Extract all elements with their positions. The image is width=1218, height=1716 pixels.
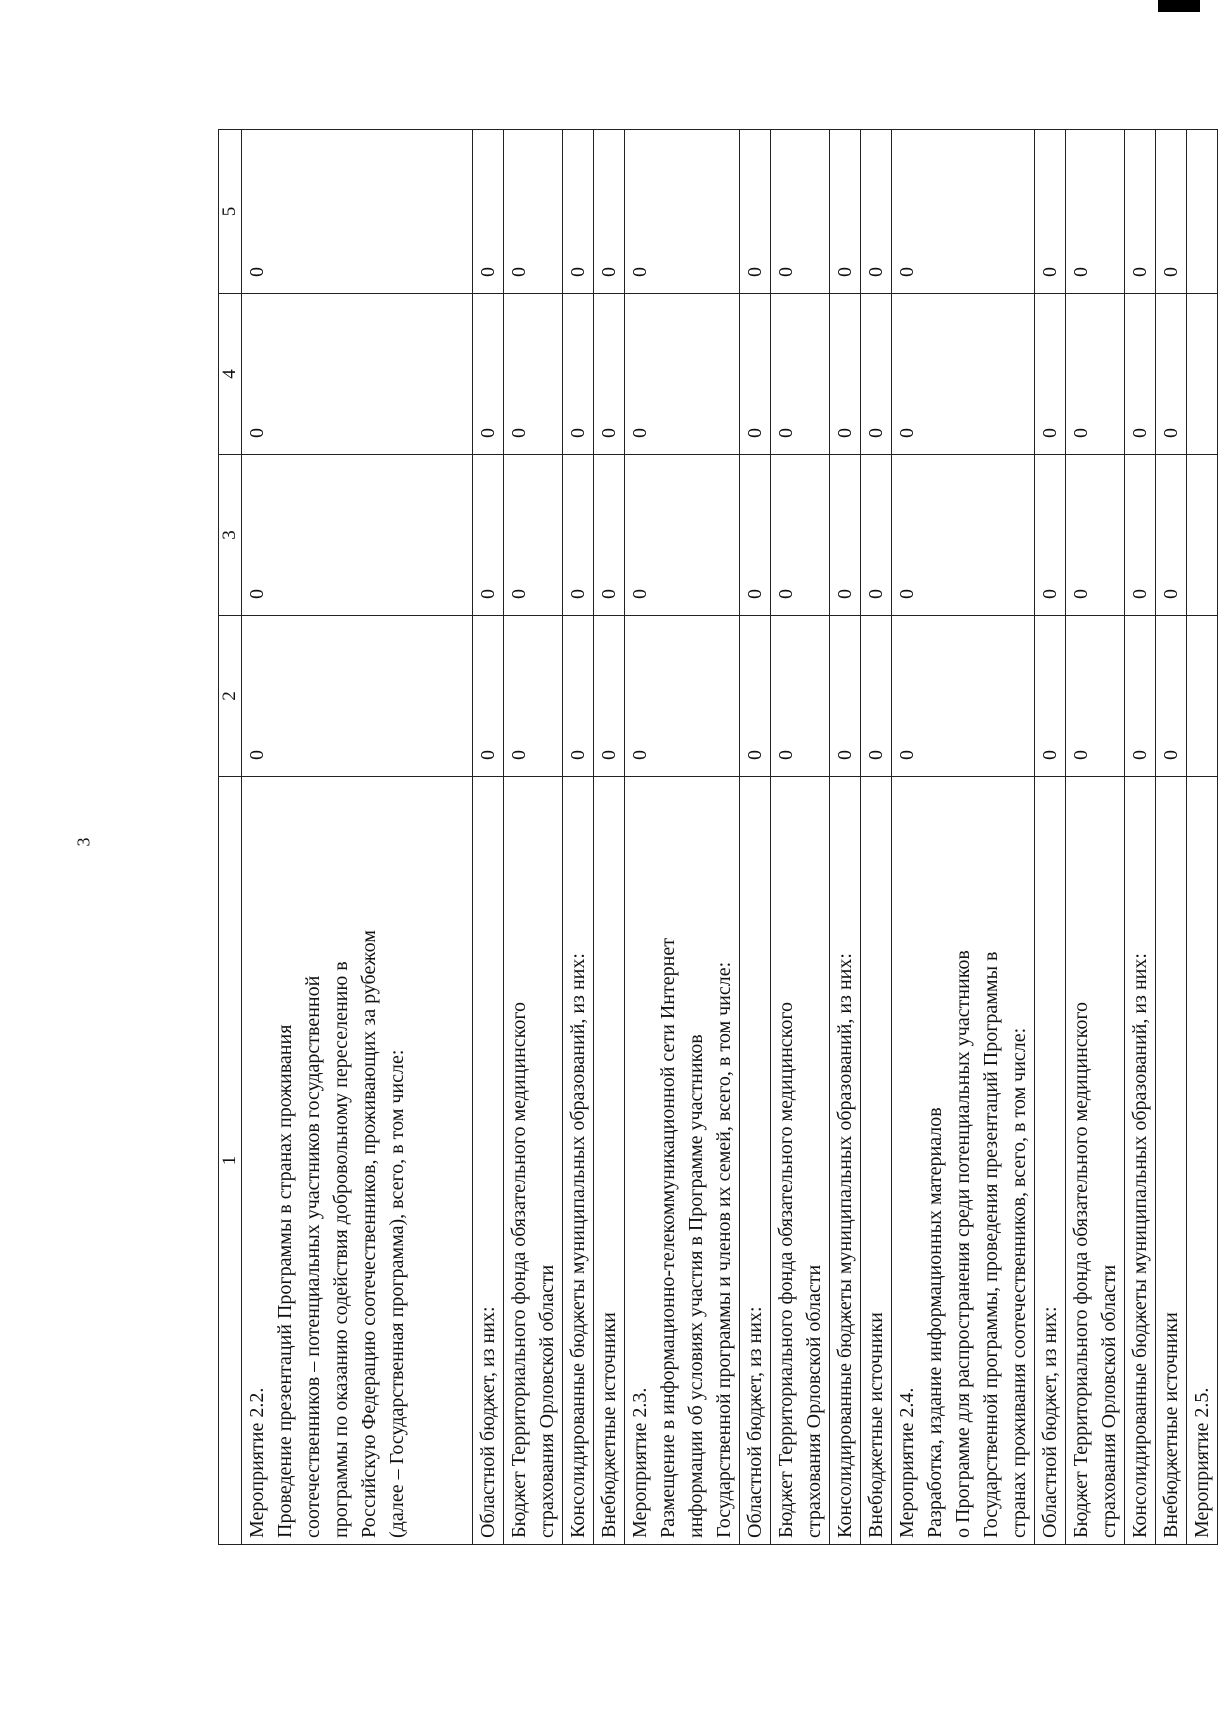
- table-body: [242, 130, 1218, 1545]
- value-cell-col-2: 0: [740, 616, 771, 777]
- row-label-cell: [740, 777, 771, 1545]
- value-cell-col-4: 0: [504, 294, 563, 455]
- table-row: [861, 130, 892, 1545]
- value-cell-col-3: 0: [1035, 455, 1066, 616]
- value-cell-col-3: 0: [1156, 455, 1187, 616]
- value-cell-col-2: 0: [1125, 616, 1156, 777]
- table-row: [1187, 130, 1218, 1545]
- value-cell-col-4: 0: [563, 294, 594, 455]
- value-cell-col-5: 0: [563, 130, 594, 294]
- value-cell-col-2: 0: [1066, 616, 1125, 777]
- value-cell-col-4: 0: [1066, 294, 1125, 455]
- value-cell-col-3: 0: [563, 455, 594, 616]
- value-cell-col-4: 0: [242, 294, 473, 455]
- value-cell-col-5: [1187, 130, 1218, 294]
- row-label-line: Бюджет Территориального фонда обязательного медицинского: [508, 1001, 530, 1538]
- row-label-cell: [861, 777, 892, 1545]
- value-cell-col-5: 0: [1125, 130, 1156, 294]
- row-label-cell: [1035, 777, 1066, 1545]
- row-label-cell: [473, 777, 504, 1545]
- value-cell-col-5: 0: [740, 130, 771, 294]
- value-cell-col-3: 0: [1125, 455, 1156, 616]
- row-label-line: о Программе для распространения среди потенциальных участников: [952, 950, 974, 1538]
- row-label-line: Мероприятие 2.4.: [896, 1387, 918, 1538]
- page-number: 3: [73, 837, 94, 847]
- value-cell-col-5: 0: [830, 130, 861, 294]
- value-cell-col-2: 0: [563, 616, 594, 777]
- row-label-line: Мероприятие 2.5.: [1191, 1387, 1213, 1538]
- value-cell-col-4: 0: [771, 294, 830, 455]
- row-label-cell: [771, 777, 830, 1545]
- value-cell-col-3: 0: [861, 455, 892, 616]
- value-cell-col-2: 0: [892, 616, 1035, 777]
- value-cell-col-2: 0: [1035, 616, 1066, 777]
- value-cell-col-4: 0: [473, 294, 504, 455]
- row-label-line: Государственной программы и членов их семей, всего, в том числе:: [713, 961, 735, 1538]
- value-cell-col-2: 0: [830, 616, 861, 777]
- row-label-cell: [563, 777, 594, 1545]
- table-row: [563, 130, 594, 1545]
- column-header-2: 2: [219, 616, 242, 777]
- column-header-4: 4: [219, 294, 242, 455]
- row-label-line: информации об условиях участия в Программе участников: [685, 1034, 707, 1538]
- table-row: [1035, 130, 1066, 1545]
- value-cell-col-2: [1187, 616, 1218, 777]
- value-cell-col-4: [1187, 294, 1218, 455]
- scan-corner-mark: [1158, 0, 1200, 12]
- value-cell-col-4: 0: [1125, 294, 1156, 455]
- row-label-line: Консолидированные бюджеты муниципальных образований, из них:: [567, 953, 589, 1538]
- row-label-line: Размещение в информационно-телекоммуникационной сети Интернет: [657, 938, 679, 1538]
- row-label-line: Проведение презентаций Программы в странах проживания: [274, 1024, 296, 1538]
- row-label-line: Российскую Федерацию соотечественников, проживающих за рубежом: [358, 930, 380, 1538]
- row-label-line: Разработка, издание информационных материалов: [924, 1107, 946, 1538]
- row-label-line: Внебюджетные источники: [598, 1312, 620, 1538]
- row-label-line: Областной бюджет, из них:: [744, 1306, 766, 1538]
- table-row: [473, 130, 504, 1545]
- table-row: [504, 130, 563, 1545]
- value-cell-col-5: 0: [473, 130, 504, 294]
- value-cell-col-2: 0: [625, 616, 740, 777]
- value-cell-col-5: 0: [594, 130, 625, 294]
- value-cell-col-3: 0: [771, 455, 830, 616]
- row-label-line: Внебюджетные источники: [865, 1312, 887, 1538]
- row-label-line: Бюджет Территориального фонда обязательного медицинского: [775, 1001, 797, 1538]
- value-cell-col-4: 0: [1156, 294, 1187, 455]
- row-label-cell: [504, 777, 563, 1545]
- table-row: [892, 130, 1035, 1545]
- row-label-cell: [892, 777, 1035, 1545]
- value-cell-col-5: 0: [1156, 130, 1187, 294]
- value-cell-col-3: 0: [473, 455, 504, 616]
- row-label-line: Внебюджетные источники: [1160, 1312, 1182, 1538]
- value-cell-col-2: 0: [473, 616, 504, 777]
- table-row: [625, 130, 740, 1545]
- row-label-cell: [242, 777, 473, 1545]
- row-label-line: странах проживания соотечественников, всего, в том числе:: [1008, 1027, 1030, 1538]
- value-cell-col-4: 0: [861, 294, 892, 455]
- row-label-line: страхования Орловской области: [536, 1264, 558, 1538]
- table-row: [1125, 130, 1156, 1545]
- table-row: [830, 130, 861, 1545]
- row-label-line: Областной бюджет, из них:: [1039, 1306, 1061, 1538]
- value-cell-col-3: [1187, 455, 1218, 616]
- column-header-5: 5: [219, 130, 242, 294]
- value-cell-col-4: 0: [625, 294, 740, 455]
- table-row: [242, 130, 473, 1545]
- row-label-line: страхования Орловской области: [1098, 1264, 1120, 1538]
- value-cell-col-5: 0: [771, 130, 830, 294]
- rotated-page-content: [218, 130, 1213, 1545]
- value-cell-col-4: 0: [892, 294, 1035, 455]
- value-cell-col-3: 0: [242, 455, 473, 616]
- value-cell-col-3: 0: [625, 455, 740, 616]
- value-cell-col-2: 0: [594, 616, 625, 777]
- value-cell-col-5: 0: [504, 130, 563, 294]
- table-row: [594, 130, 625, 1545]
- row-label-line: Мероприятие 2.3.: [629, 1387, 651, 1538]
- row-label-line: соотечественников – потенциальных участников государственной: [302, 975, 324, 1538]
- table-row: [1156, 130, 1187, 1545]
- row-label-line: Консолидированные бюджеты муниципальных образований, из них:: [834, 953, 856, 1538]
- row-label-cell: [1156, 777, 1187, 1545]
- row-label-line: Областной бюджет, из них:: [477, 1306, 499, 1538]
- value-cell-col-4: 0: [1035, 294, 1066, 455]
- value-cell-col-4: 0: [830, 294, 861, 455]
- row-label-line: Консолидированные бюджеты муниципальных образований, из них:: [1129, 953, 1151, 1538]
- row-label-line: (далее – Государственная программа), всего, в том числе:: [386, 1049, 408, 1538]
- funding-table: [218, 129, 1218, 1545]
- row-label-cell: [1187, 777, 1218, 1545]
- value-cell-col-2: 0: [504, 616, 563, 777]
- value-cell-col-3: 0: [594, 455, 625, 616]
- table-row: [771, 130, 830, 1545]
- value-cell-col-5: 0: [861, 130, 892, 294]
- value-cell-col-4: 0: [740, 294, 771, 455]
- row-label-line: Государственной программы, проведения презентаций Программы в: [980, 951, 1002, 1538]
- table-row: [1066, 130, 1125, 1545]
- value-cell-col-5: 0: [892, 130, 1035, 294]
- row-label-cell: [1066, 777, 1125, 1545]
- value-cell-col-3: 0: [892, 455, 1035, 616]
- row-label-cell: [830, 777, 861, 1545]
- column-header-3: 3: [219, 455, 242, 616]
- row-label-cell: [625, 777, 740, 1545]
- value-cell-col-5: 0: [625, 130, 740, 294]
- value-cell-col-3: 0: [1066, 455, 1125, 616]
- table-header-row: [219, 130, 242, 1545]
- value-cell-col-2: 0: [861, 616, 892, 777]
- value-cell-col-2: 0: [1156, 616, 1187, 777]
- value-cell-col-4: 0: [594, 294, 625, 455]
- value-cell-col-3: 0: [740, 455, 771, 616]
- row-label-line: страхования Орловской области: [803, 1264, 825, 1538]
- value-cell-col-5: 0: [1035, 130, 1066, 294]
- row-label-line: Бюджет Территориального фонда обязательного медицинского: [1070, 1001, 1092, 1538]
- table-row: [740, 130, 771, 1545]
- value-cell-col-3: 0: [504, 455, 563, 616]
- row-label-line: Мероприятие 2.2.: [246, 1387, 268, 1538]
- value-cell-col-2: 0: [242, 616, 473, 777]
- row-label-cell: [1125, 777, 1156, 1545]
- row-label-line: программы по оказанию содействия добровольному переселению в: [330, 961, 352, 1538]
- column-header-1: 1: [219, 777, 242, 1545]
- row-label-cell: [594, 777, 625, 1545]
- value-cell-col-5: 0: [242, 130, 473, 294]
- value-cell-col-5: 0: [1066, 130, 1125, 294]
- value-cell-col-2: 0: [771, 616, 830, 777]
- value-cell-col-3: 0: [830, 455, 861, 616]
